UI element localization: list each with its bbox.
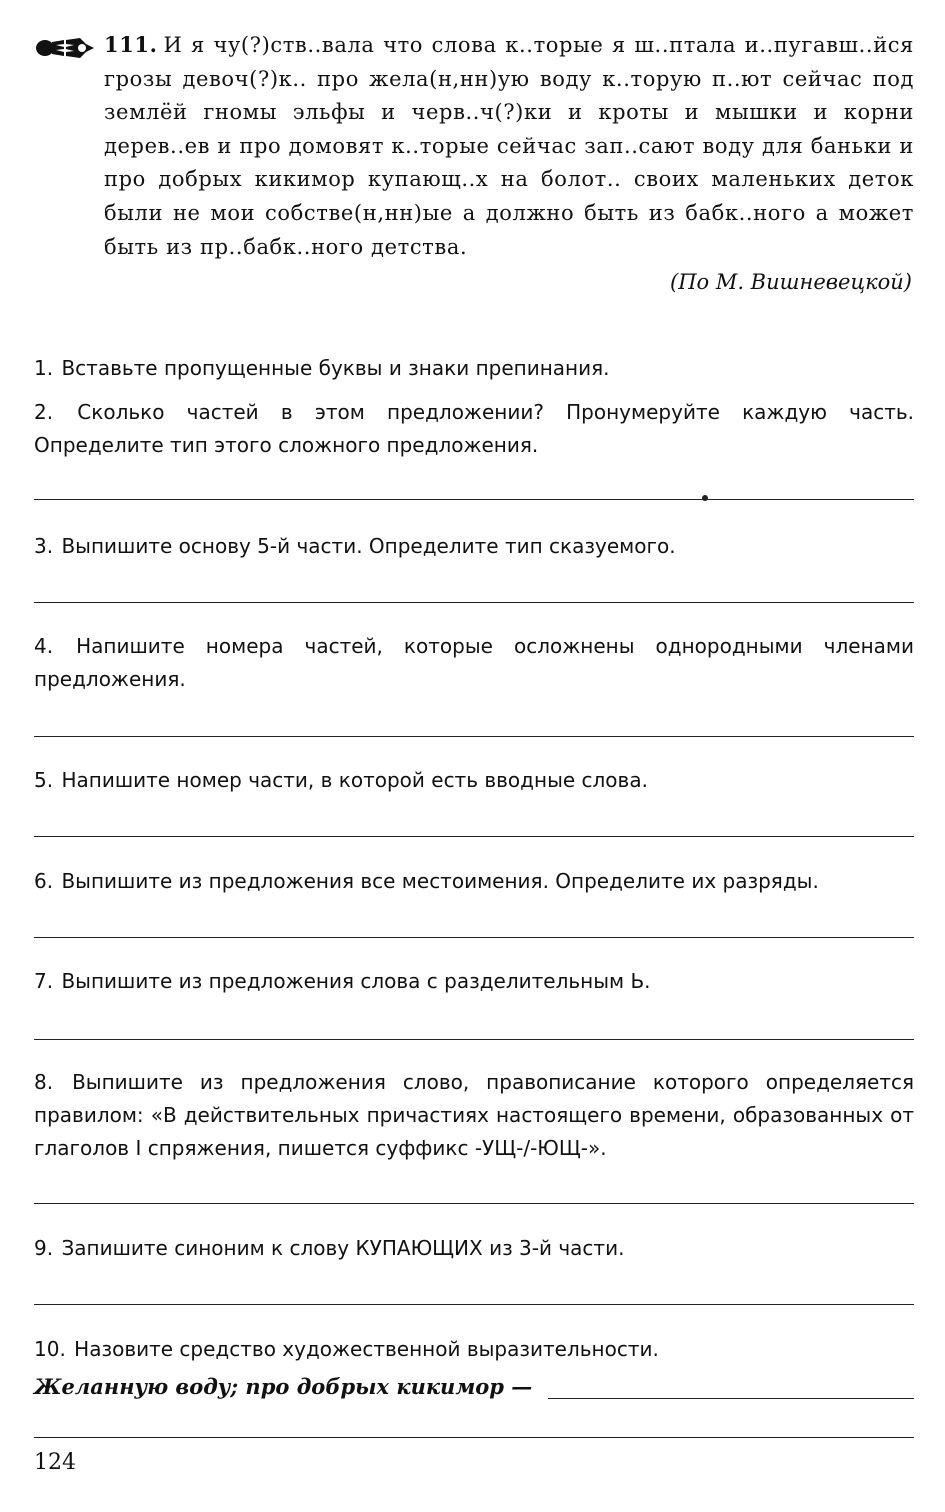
task-1: [34, 352, 914, 385]
task-5: [34, 764, 914, 797]
answer-line-8[interactable]: [34, 1203, 914, 1204]
task-text: Запишите синоним к слову КУПАЮЩИХ из 3-й части.: [61, 1236, 625, 1260]
exercise-111: [34, 28, 914, 294]
task-text: Выпишите основу 5-й части. Определите тип сказуемого.: [61, 534, 676, 558]
answer-line-3[interactable]: [34, 602, 914, 603]
exercise-text: [104, 28, 914, 264]
task-text: Напишите номера частей, которые осложнены однородными членами предложения.: [34, 634, 914, 691]
exercise-number: 111.: [104, 32, 158, 57]
task-text: Выпишите из предложения слова с разделительным Ь.: [61, 969, 651, 993]
task-number: 10.: [34, 1337, 66, 1361]
task-text: Выпишите из предложения все местоимения. Определите их разряды.: [61, 869, 819, 893]
task-number: 2.: [34, 400, 54, 424]
task-text: Назовите средство художественной выразительности.: [74, 1337, 659, 1361]
task-9: [34, 1232, 914, 1265]
task-number: 8.: [34, 1070, 54, 1094]
task-8: [34, 1066, 914, 1165]
answer-line-4[interactable]: [34, 736, 914, 737]
task-7: [34, 965, 914, 998]
task-text: Выпишите из предложения слово, правописание которого определяется правилом: «В действительных причастиях настоящего времени, образованных от глаголов I спряжения, пишется суффикс -УЩ-/-ЮЩ-».: [34, 1070, 915, 1160]
exercise-source: (По М. Вишневецкой): [670, 270, 912, 295]
task-10: [34, 1333, 914, 1366]
exercise-body: И я чу(?)ств..вала что слова к..торые я ш..птала и..пугавш..йся грозы девоч(?)к.. про жела(н,нн)ую воду к..торую п..ют сейчас под землёй гномы эльфы и черв..ч(?)ки и кроты и мышки и корни дерев..ев и про домовят к..торые сейчас зап..сают воду для баньки и про добрых кикимор купающ..х на болот.. своих маленьких деток были не мои собстве(н,нн)ые а должно быть из бабк..ного а может быть из пр..бабк..ного детства.: [104, 33, 914, 259]
task-number: 6.: [34, 869, 54, 893]
answer-line-5[interactable]: [34, 836, 914, 837]
answer-line-9[interactable]: [34, 1304, 914, 1305]
task-number: 7.: [34, 969, 54, 993]
task-3: [34, 530, 914, 563]
task-6: [34, 865, 914, 898]
answer-line-6[interactable]: [34, 937, 914, 938]
task-number: 4.: [34, 634, 54, 658]
task-text: Напишите номер части, в которой есть вводные слова.: [61, 768, 648, 792]
task-number: 9.: [34, 1236, 54, 1260]
task-text: Сколько частей в этом предложении? Пронумеруйте каждую часть. Определите тип этого сложного предложения.: [34, 400, 915, 457]
answer-line-10[interactable]: [34, 1437, 914, 1438]
task-4: [34, 630, 914, 696]
task-10-prompt-row: [34, 1372, 914, 1399]
answer-line-7[interactable]: [34, 1039, 914, 1040]
task-number: 5.: [34, 768, 54, 792]
task-text: Вставьте пропущенные буквы и знаки препинания.: [61, 356, 610, 380]
answer-blank-10[interactable]: [548, 1372, 914, 1399]
task-number: 1.: [34, 356, 54, 380]
two-hands-pointing-icon: [34, 36, 96, 60]
task-10-prompt: Желанную воду; про добрых кикимор —: [34, 1374, 533, 1399]
page-number: 124: [34, 1450, 76, 1475]
ink-dot: [702, 495, 708, 501]
task-number: 3.: [34, 534, 54, 558]
answer-line-2[interactable]: [34, 499, 914, 500]
task-2: [34, 396, 914, 462]
